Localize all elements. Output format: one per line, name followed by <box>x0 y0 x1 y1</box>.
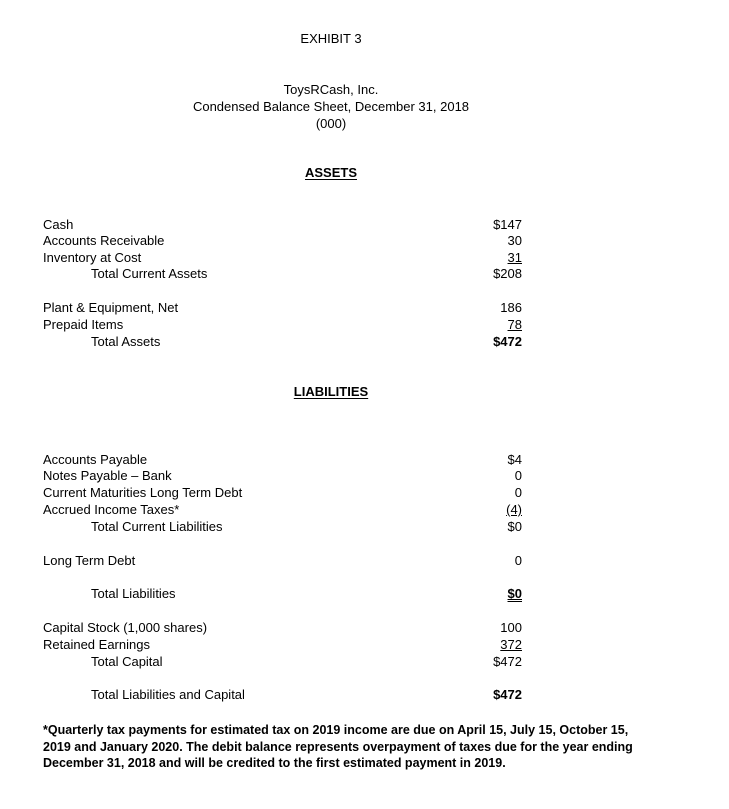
total-liabilities-capital-value: $472 <box>493 687 522 702</box>
retained-earnings-value: 372 <box>500 637 522 652</box>
accounts-receivable-value: 30 <box>507 233 522 248</box>
long-term-debt-value: 0 <box>514 553 522 568</box>
prepaid-items-value: 78 <box>507 317 522 332</box>
total-capital-label: Total Capital <box>91 654 163 669</box>
total-current-liabilities-value: $0 <box>507 519 522 534</box>
total-current-assets-value: $208 <box>493 266 522 281</box>
units-note: (000) <box>315 116 347 131</box>
capital-stock-value: 100 <box>500 620 522 635</box>
accounts-payable-value: $4 <box>507 452 522 467</box>
total-liabilities-capital-label: Total Liabilities and Capital <box>91 687 245 702</box>
accounts-payable-label: Accounts Payable <box>43 452 148 467</box>
capital-stock-label: Capital Stock (1,000 shares) <box>43 620 208 635</box>
plant-equipment-label: Plant & Equipment, Net <box>43 300 179 315</box>
total-liabilities-value: $0 <box>507 586 522 601</box>
assets-heading: ASSETS <box>304 165 357 180</box>
exhibit-label: EXHIBIT 3 <box>300 31 362 46</box>
liabilities-heading: LIABILITIES <box>293 384 369 399</box>
retained-earnings-label: Retained Earnings <box>43 637 150 652</box>
tax-footnote: *Quarterly tax payments for estimated tax on 2019 income are due on April 15, July 15, October 15, 2019 and January 2020. The debit balance represents overpayment of taxes due for the year ending December 31, 2018 and will be credited to the first estimated payment in 2019. <box>43 723 633 770</box>
current-maturities-value: 0 <box>514 485 522 500</box>
notes-payable-label: Notes Payable – Bank <box>43 468 172 483</box>
inventory-label: Inventory at Cost <box>43 250 142 265</box>
total-assets-value: $472 <box>493 334 522 349</box>
total-liabilities-label: Total Liabilities <box>91 586 176 601</box>
accrued-income-taxes-value: (4) <box>506 502 522 517</box>
current-maturities-label: Current Maturities Long Term Debt <box>43 485 243 500</box>
cash-value: $147 <box>493 217 522 232</box>
prepaid-items-label: Prepaid Items <box>43 317 124 332</box>
total-capital-value: $472 <box>493 654 522 669</box>
total-assets-label: Total Assets <box>91 334 161 349</box>
cash-label: Cash <box>43 217 74 232</box>
statement-title: Condensed Balance Sheet, December 31, 2018 <box>192 99 470 114</box>
company-name: ToysRCash, Inc. <box>283 82 379 97</box>
plant-equipment-value: 186 <box>500 300 522 315</box>
accounts-receivable-label: Accounts Receivable <box>43 233 165 248</box>
total-current-liabilities-label: Total Current Liabilities <box>91 519 223 534</box>
total-current-assets-label: Total Current Assets <box>91 266 208 281</box>
long-term-debt-label: Long Term Debt <box>43 553 136 568</box>
inventory-value: 31 <box>507 250 522 265</box>
accrued-income-taxes-label: Accrued Income Taxes* <box>43 502 180 517</box>
notes-payable-value: 0 <box>514 468 522 483</box>
